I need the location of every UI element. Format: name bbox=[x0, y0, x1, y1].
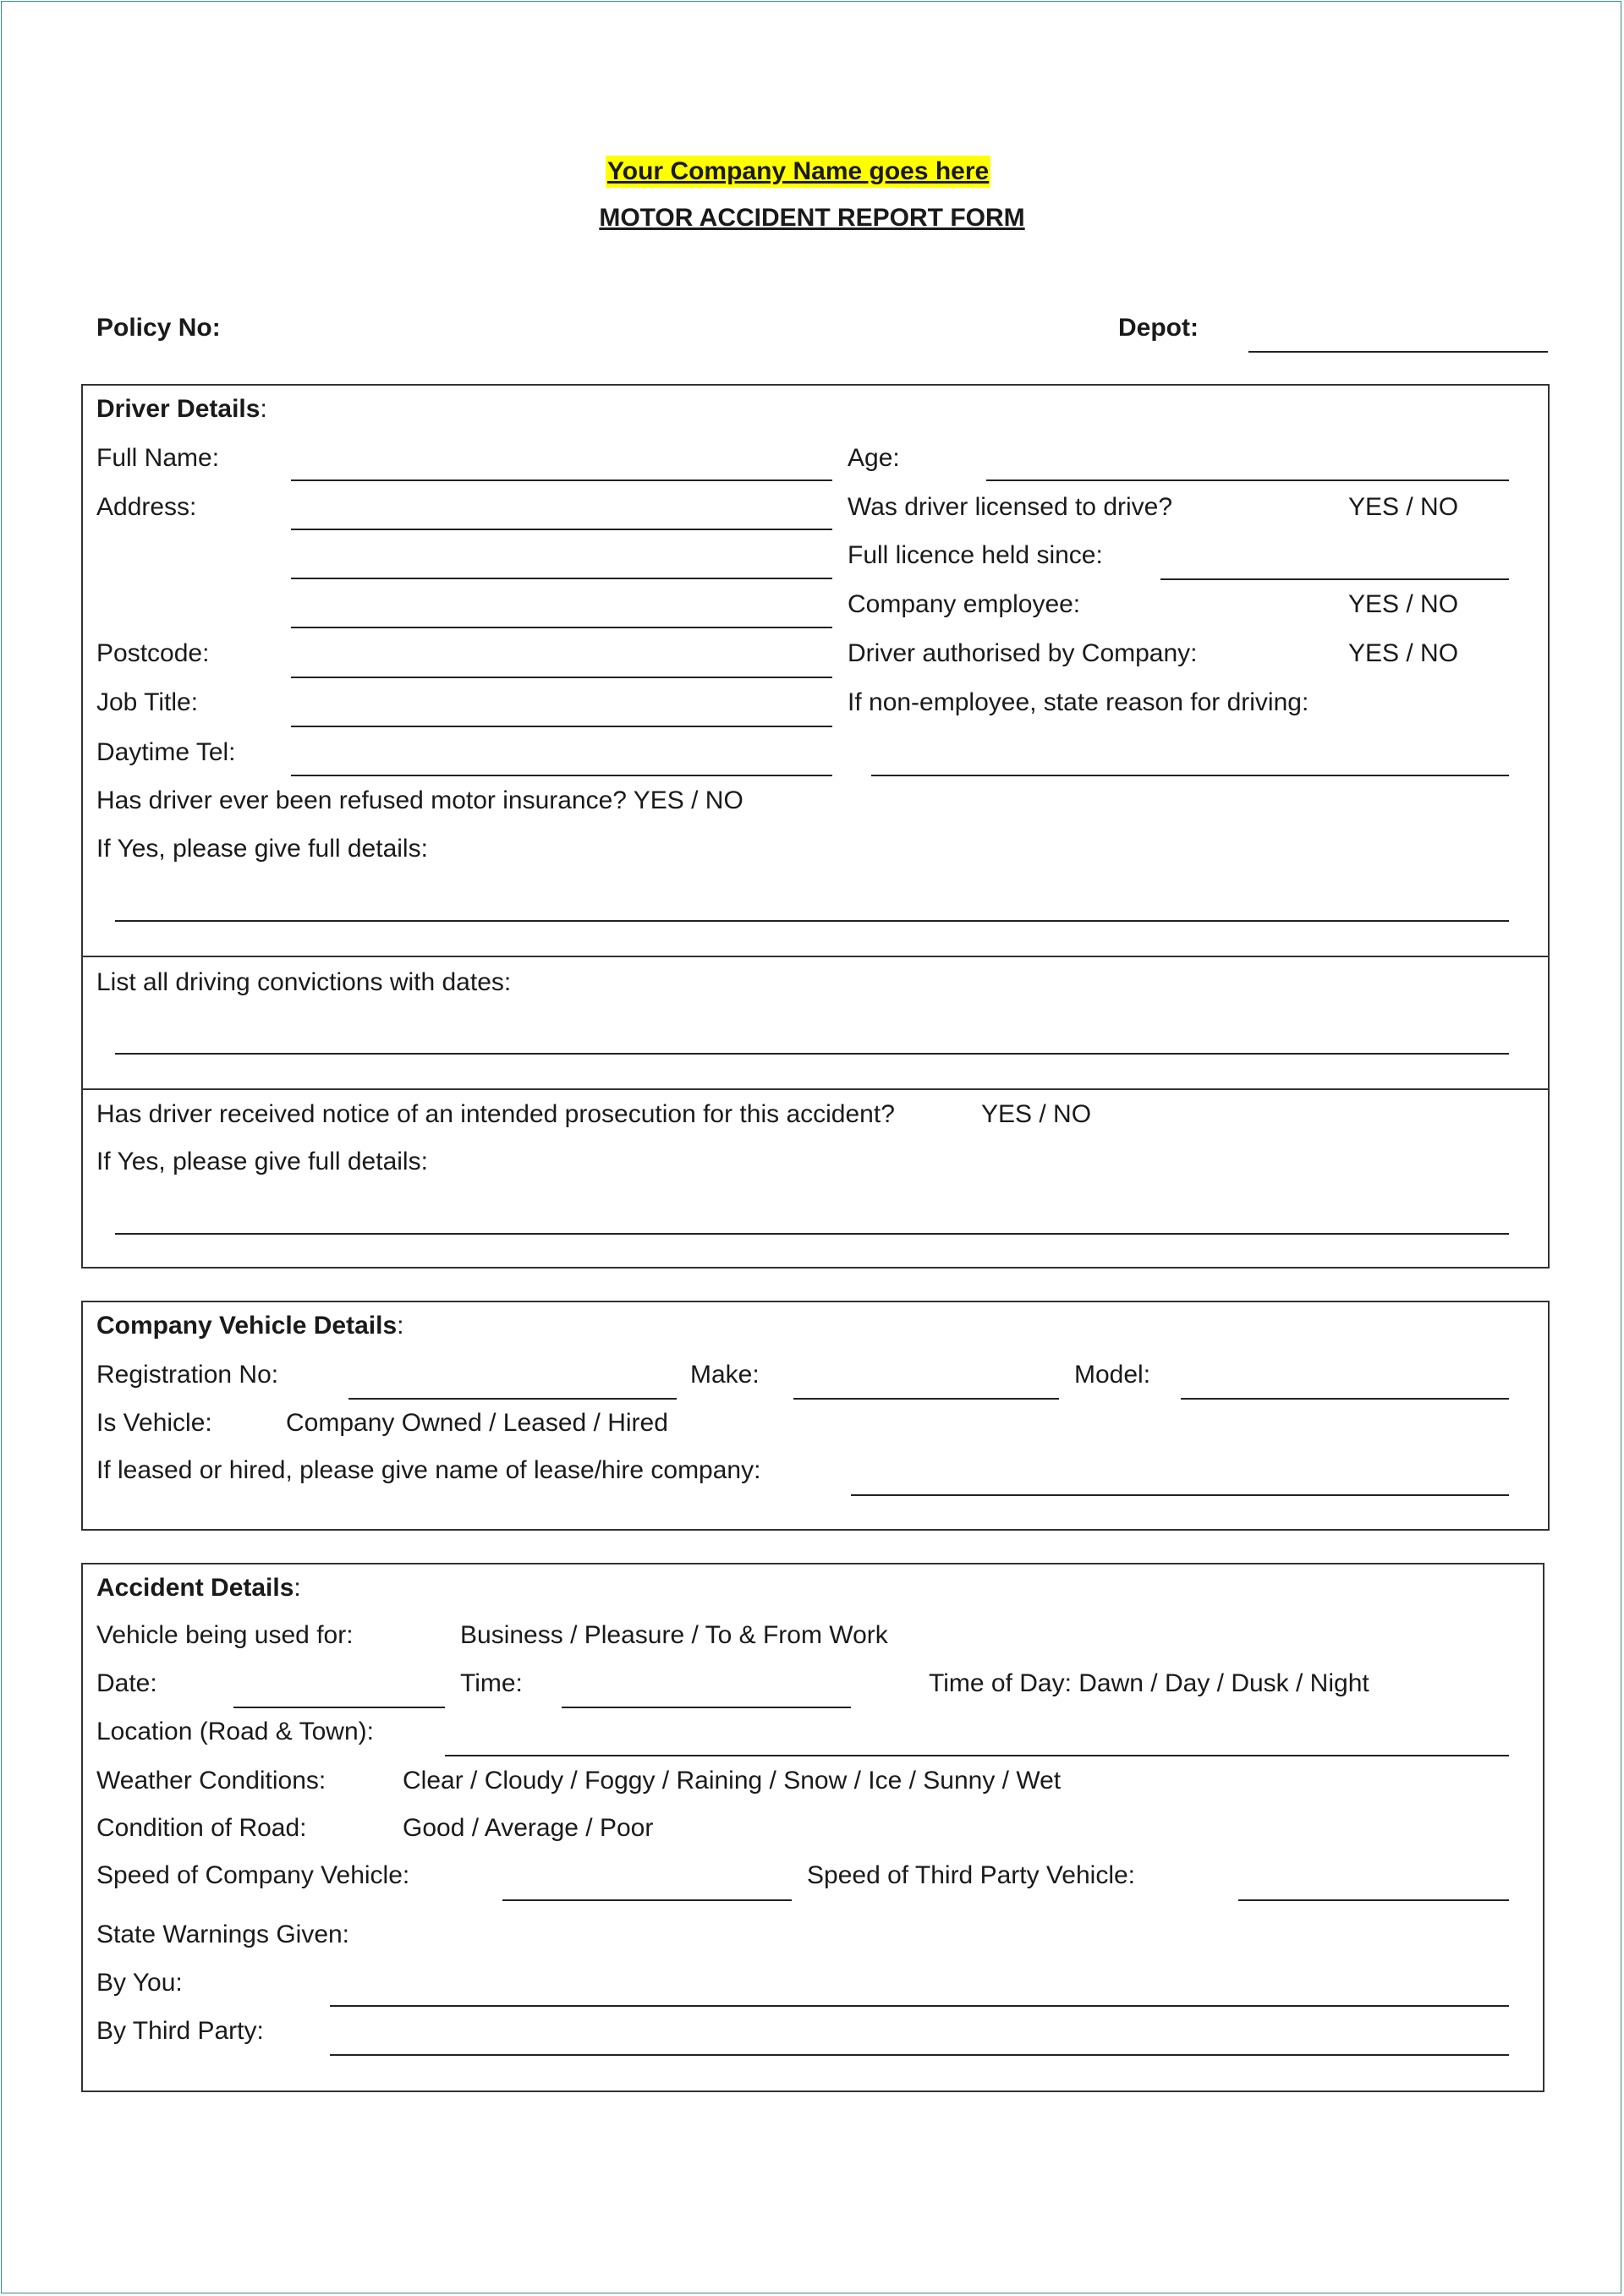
used-for-options[interactable]: Business / Pleasure / To & From Work bbox=[460, 1621, 888, 1649]
by-third-party-label: By Third Party: bbox=[96, 2017, 264, 2045]
by-you-label: By You: bbox=[96, 1969, 183, 1997]
time-input-line[interactable] bbox=[562, 1707, 851, 1708]
model-input-line[interactable] bbox=[1181, 1398, 1509, 1400]
warnings-label: State Warnings Given: bbox=[96, 1921, 350, 1948]
address-input-line[interactable] bbox=[291, 578, 832, 579]
is-vehicle-label: Is Vehicle: bbox=[96, 1409, 212, 1437]
time-of-day-options[interactable]: Time of Day: Dawn / Day / Dusk / Night bbox=[929, 1669, 1369, 1697]
location-input-line[interactable] bbox=[445, 1755, 1509, 1756]
address-input-line[interactable] bbox=[291, 529, 832, 530]
date-input-line[interactable] bbox=[233, 1707, 445, 1708]
section-divider bbox=[83, 956, 1548, 957]
vehicle-details-heading: Company Vehicle Details: bbox=[96, 1312, 404, 1340]
depot-input-line[interactable] bbox=[1248, 351, 1548, 353]
daytime-tel-label: Daytime Tel: bbox=[96, 738, 236, 766]
postcode-label: Postcode: bbox=[96, 639, 210, 667]
prosecution-yes-no[interactable]: YES / NO bbox=[981, 1100, 1092, 1128]
non-employee-label: If non-employee, state reason for driving: bbox=[848, 688, 1309, 716]
refused-insurance-question: Has driver ever been refused motor insurance? YES / NO bbox=[96, 786, 743, 814]
form-title: MOTOR ACCIDENT REPORT FORM bbox=[599, 204, 1025, 232]
make-input-line[interactable] bbox=[793, 1398, 1059, 1400]
age-input-line[interactable] bbox=[986, 479, 1509, 481]
daytime-tel-input-line[interactable] bbox=[291, 775, 832, 776]
speed-third-label: Speed of Third Party Vehicle: bbox=[807, 1861, 1136, 1889]
full-name-label: Full Name: bbox=[96, 444, 220, 472]
company-name: Your Company Name goes here bbox=[606, 156, 990, 188]
full-name-input-line[interactable] bbox=[291, 479, 832, 481]
refused-details-input-line[interactable] bbox=[115, 920, 1509, 922]
prosecution-details-label: If Yes, please give full details: bbox=[96, 1148, 428, 1175]
make-label: Make: bbox=[690, 1361, 760, 1389]
time-label: Time: bbox=[460, 1669, 523, 1697]
age-label: Age: bbox=[848, 444, 900, 472]
used-for-label: Vehicle being used for: bbox=[96, 1621, 354, 1649]
address-input-line[interactable] bbox=[291, 627, 832, 628]
lease-company-label: If leased or hired, please give name of lease/hire company: bbox=[96, 1456, 761, 1484]
model-label: Model: bbox=[1074, 1361, 1151, 1389]
job-title-label: Job Title: bbox=[96, 688, 199, 716]
licence-since-label: Full licence held since: bbox=[848, 541, 1103, 569]
licence-since-input-line[interactable] bbox=[1160, 578, 1509, 580]
speed-company-input-line[interactable] bbox=[502, 1899, 792, 1901]
convictions-label: List all driving convictions with dates: bbox=[96, 968, 512, 996]
accident-details-heading: Accident Details: bbox=[96, 1574, 301, 1602]
licensed-question: Was driver licensed to drive? bbox=[848, 493, 1173, 521]
weather-label: Weather Conditions: bbox=[96, 1767, 326, 1795]
section-divider bbox=[83, 1088, 1548, 1090]
non-employee-reason-input-line[interactable] bbox=[871, 775, 1509, 776]
speed-third-input-line[interactable] bbox=[1238, 1899, 1509, 1901]
speed-company-label: Speed of Company Vehicle: bbox=[96, 1861, 410, 1889]
company-employee-label: Company employee: bbox=[848, 590, 1081, 618]
by-third-party-input-line[interactable] bbox=[330, 2054, 1509, 2056]
postcode-input-line[interactable] bbox=[291, 677, 832, 678]
address-label: Address: bbox=[96, 493, 197, 521]
road-condition-label: Condition of Road: bbox=[96, 1814, 307, 1842]
ownership-options[interactable]: Company Owned / Leased / Hired bbox=[286, 1409, 668, 1437]
date-label: Date: bbox=[96, 1669, 157, 1697]
driver-details-heading: Driver Details: bbox=[96, 395, 267, 423]
prosecution-details-input-line[interactable] bbox=[115, 1233, 1509, 1235]
registration-input-line[interactable] bbox=[348, 1398, 677, 1400]
location-label: Location (Road & Town): bbox=[96, 1718, 374, 1745]
authorised-yes-no[interactable]: YES / NO bbox=[1348, 639, 1459, 667]
registration-label: Registration No: bbox=[96, 1361, 279, 1389]
road-condition-options[interactable]: Good / Average / Poor bbox=[403, 1814, 654, 1842]
depot-label: Depot: bbox=[1118, 314, 1199, 342]
company-employee-yes-no[interactable]: YES / NO bbox=[1348, 590, 1459, 618]
refused-details-label: If Yes, please give full details: bbox=[96, 835, 428, 863]
licensed-yes-no[interactable]: YES / NO bbox=[1348, 493, 1459, 521]
by-you-input-line[interactable] bbox=[330, 2005, 1509, 2007]
convictions-input-line[interactable] bbox=[115, 1053, 1509, 1055]
policy-label: Policy No: bbox=[96, 314, 221, 342]
prosecution-question: Has driver received notice of an intended prosecution for this accident? bbox=[96, 1100, 895, 1128]
job-title-input-line[interactable] bbox=[291, 726, 832, 727]
authorised-label: Driver authorised by Company: bbox=[848, 639, 1198, 667]
lease-company-input-line[interactable] bbox=[851, 1494, 1509, 1496]
driver-details-box bbox=[81, 384, 1550, 1269]
weather-options[interactable]: Clear / Cloudy / Foggy / Raining / Snow / Ice / Sunny / Wet bbox=[403, 1767, 1062, 1795]
